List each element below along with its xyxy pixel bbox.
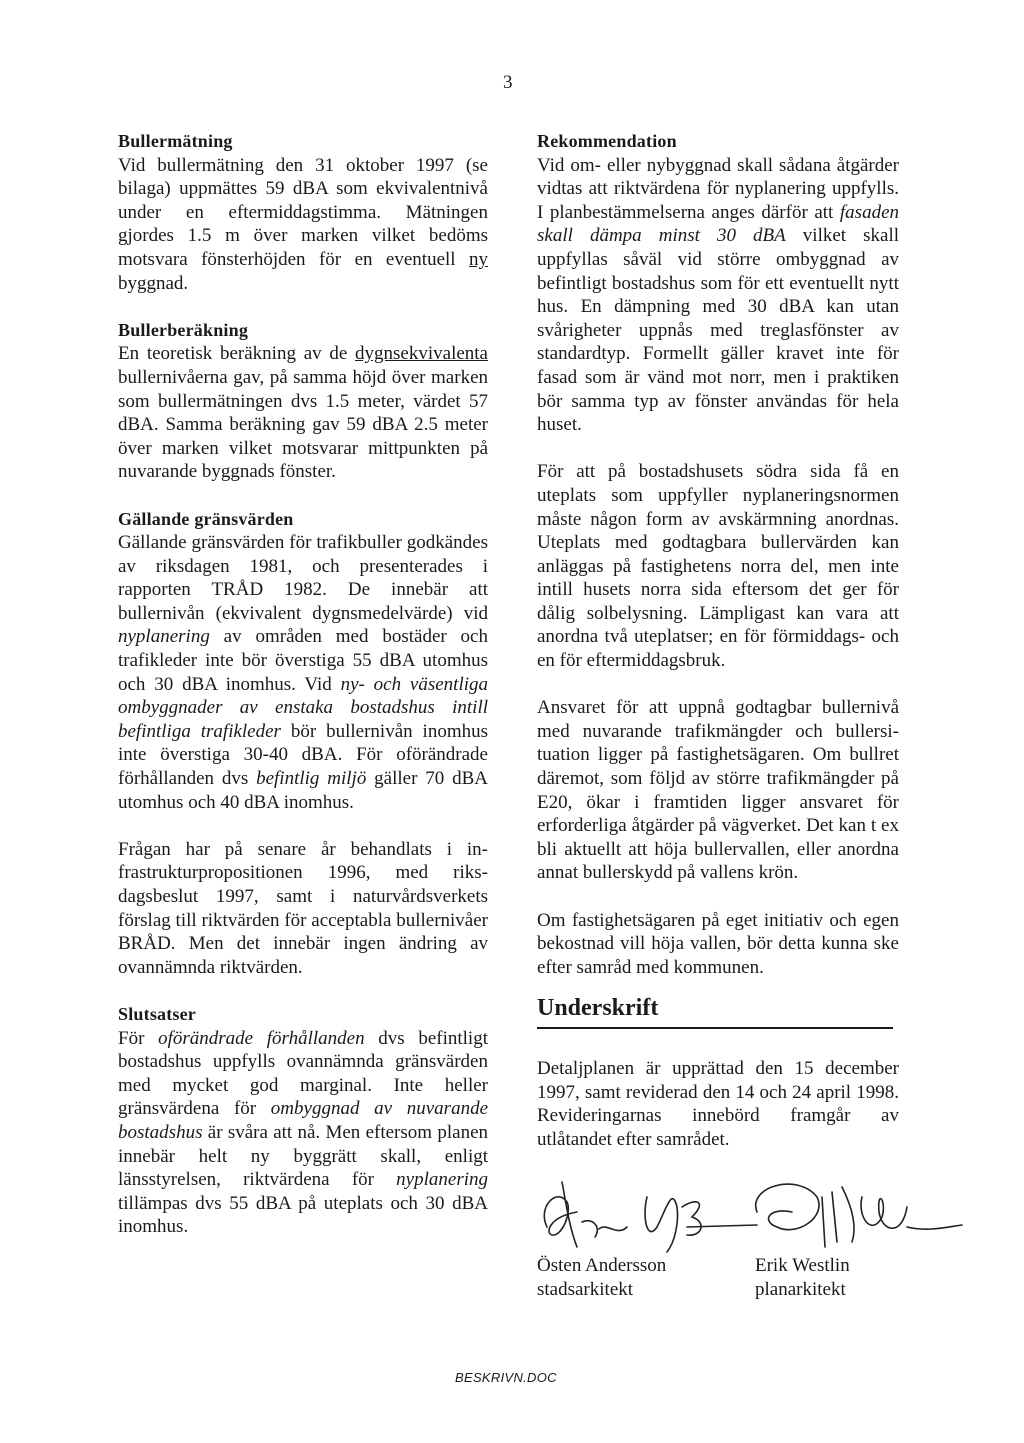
section-heading: Slutsatser — [118, 1003, 196, 1024]
underskrift-heading: Underskrift — [537, 997, 893, 1029]
section-om-fastighetsagaren — [537, 909, 899, 980]
footer-filename: BESKRIVN.DOC — [455, 1370, 557, 1385]
section-ansvaret — [537, 696, 899, 885]
section-sodra-sida — [537, 460, 899, 672]
section-text: Vid om- eller nybyggnad skall sådana åtgärder vidtas att riktvärdena för nyplanering uppfylls. I planbestämmelserna anges därför att fasaden skall dämpa minst 30 dBA vilket skall uppfyllas såväl vid större ombyggnad av befintligt bostadshus som för ett eventuellt nytt hus. En dämpning med 30 dBA kan utan svårigheter uppnås med treglasfönster av standardtyp. Formellt gäller kravet inte för fasad som är vänd mot norr, men i praktiken bör samma typ av fönster användas för hela huset. — [537, 154, 900, 436]
section-heading: Bullermätning — [118, 131, 233, 151]
section-heading: Bullerberäkning — [118, 319, 249, 340]
underskrift-text: Detaljplanen är upprättad den 15 december 1997, samt reviderad den 14 och 24 april 1998. Revideringarnas innebörd framgår av utlåtandet efter samrådet. — [537, 1057, 899, 1150]
section-heading: Gällande gränsvärden — [118, 508, 294, 529]
section-text: För att på bostadshusets södra sida få en uteplats som uppfyller nyplaneringsnormen måste någon form av avskärmning anordnas. Uteplats med godtagbara bullervärden kan anläggas på fastighetens norra del, men inte intill husets norra sida eftersom det ger för dålig solbelysning. Lämpligast kan vara att anordna två uteplatser; en för förmiddags- och en för eftermiddagsbruk. — [537, 461, 899, 672]
section-text: Vid bullermätning den 31 oktober 1997 (se bilaga) uppmättes 59 dBA som ekvivalentnivå under en eftermiddagstimma. Mätningen gjordes 1.5 m över marken vilket bedöms motsvara fönsterhöjden för en eventuell ny byggnad. — [118, 154, 489, 294]
section-text: Frågan har på senare år behandlats i infrastrukturpropositionen 1996, med riksdagsbeslut 1997, samt i naturvårdsverkets förslag till riktvärden för acceptabla bullernivåer BRÅD. Men det innebär ingen ändring av ovannämnda riktvärden. — [118, 838, 488, 978]
section-slutsatser — [118, 1003, 488, 1239]
signer-title: planarkitekt — [755, 1278, 846, 1300]
section-bullermatning — [118, 130, 488, 295]
section-text: Gällande gränsvärden för trafikbuller godkändes av riksdagen 1981, och presenterades i rapporten TRÅD 1982. De innebär att bullernivån (ekvivalent dygnsmedelvärde) vid nyplanering av områden med bostäder och trafikleder inte bör överstiga 55 dBA utomhus och 30 dBA inomhus. Vid ny- och väsentliga ombyggnader av enstaka bostadshus intill befintliga trafikleder bör bullernivån inomhus inte överstiga 30-40 dBA. För oförändrade förhållanden dvs befintlig miljö gäller 70 dBA utomhus och 40 dBA inomhus. — [118, 532, 489, 813]
signer-name: Östen Andersson — [537, 1255, 667, 1277]
section-bullerberakning — [118, 319, 488, 484]
section-text: Om fastighetsägaren på eget initiativ och egen bekostnad vill höja vallen, bör detta kunna ske efter samråd med kommunen. — [537, 909, 899, 978]
right-column — [537, 130, 899, 1302]
section-rekommendation — [537, 130, 899, 437]
left-column — [118, 130, 488, 1263]
signer-title: stadsarkitekt — [537, 1278, 634, 1300]
section-heading: Rekommendation — [537, 131, 677, 151]
section-text: En teoretisk beräkning av de dygnsekvivalenta bullernivåerna gav, på samma höjd över marken som bullermätningen dvs 1.5 meter, värdet 57 dBA. Samma beräkning gav 59 dBA 2.5 meter över marken vilket motsvarar mittpunkten på nuvarande byggnads fönster. — [118, 343, 488, 483]
signature-area — [537, 1177, 899, 1302]
section-gransvarden — [118, 508, 488, 815]
section-fragan — [118, 838, 488, 980]
section-text: För oförändrade förhållanden dvs befintligt bostadshus uppfylls ovannämnda gränsvärden med mycket god marginal. Inte heller gränsvärdena för ombyggnad av nuvarande bostadshus är svåra att nå. Men eftersom planen innebär helt ny byggrätt skall, enligt länsstyrelsen, riktvärdena för nyplanering tillämpas dvs 55 dBA på uteplats och 30 dBA inomhus. — [118, 1027, 488, 1238]
section-text: Ansvaret för att uppnå godtagbar bullernivå med nuvarande trafikmängder och bullersituation ligger på fastighetsägaren. Om bullret däremot, som följd av större trafikmängder på E20, ökar i framtiden ligger ansvaret för erforderliga åtgärder på vägverket. Det kan t ex bli aktuellt att höja bullervallen, eller anordna annat bullerskydd på vallens krön. — [537, 697, 899, 884]
signature-andersson — [537, 1254, 666, 1301]
handwritten-signatures — [507, 1167, 967, 1267]
page-number: 3 — [503, 72, 513, 93]
signer-name: Erik Westlin — [755, 1255, 850, 1277]
signature-westlin — [755, 1254, 850, 1301]
